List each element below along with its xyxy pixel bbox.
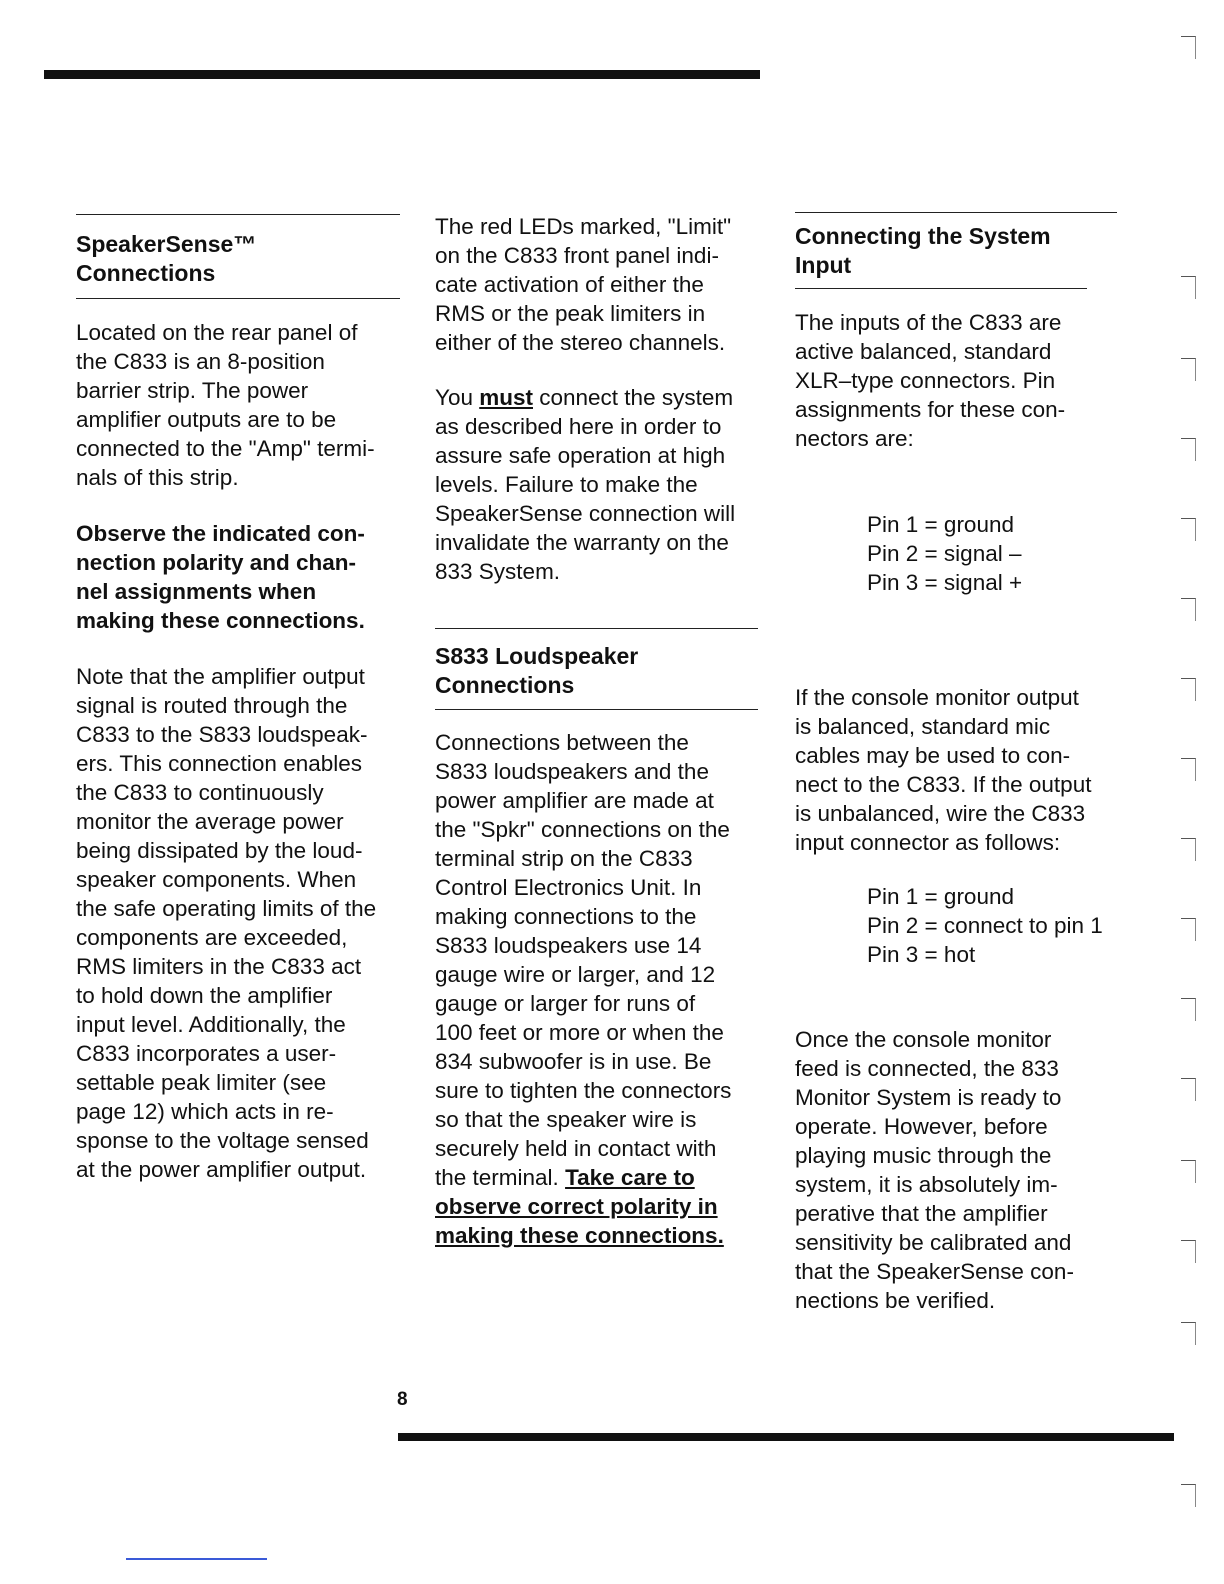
scan-edge-mark bbox=[1181, 1484, 1196, 1507]
col3-paragraph-1 bbox=[795, 308, 1125, 453]
scan-edge-mark bbox=[1181, 358, 1196, 381]
text-line: operate. However, before bbox=[795, 1114, 1048, 1139]
text-line: invalidate the warranty on the bbox=[435, 530, 729, 555]
text-line: active balanced, standard bbox=[795, 339, 1052, 364]
text-line: either of the stereo channels. bbox=[435, 330, 726, 355]
text-line: the "Spkr" connections on the bbox=[435, 817, 730, 842]
text-run: connect the system bbox=[533, 385, 734, 410]
text-line: nals of this strip. bbox=[76, 465, 239, 490]
text-line: sensitivity be calibrated and bbox=[795, 1230, 1072, 1255]
text-line: being dissipated by the loud- bbox=[76, 838, 363, 863]
text-line: system, it is absolutely im- bbox=[795, 1172, 1058, 1197]
pin-assignment-list-unbalanced bbox=[867, 882, 1103, 969]
text-line: S833 loudspeakers use 14 bbox=[435, 933, 702, 958]
text-line: XLR–type connectors. Pin bbox=[795, 368, 1056, 393]
text-line: making these connections. bbox=[435, 1223, 724, 1248]
text-line bbox=[435, 383, 770, 412]
text-line: the C833 is an 8-position bbox=[76, 349, 325, 374]
text-line: to hold down the amplifier bbox=[76, 983, 333, 1008]
text-line: The inputs of the C833 are bbox=[795, 310, 1062, 335]
col2-paragraph-2 bbox=[435, 383, 770, 586]
col3-heading-top-rule bbox=[795, 212, 1117, 213]
text-line: the safe operating limits of the bbox=[76, 896, 377, 921]
scan-edge-mark bbox=[1181, 1160, 1196, 1183]
col3-paragraph-2 bbox=[795, 683, 1125, 857]
scan-edge-mark bbox=[1181, 1322, 1196, 1345]
text-line: monitor the average power bbox=[76, 809, 344, 834]
col2-heading-top-rule bbox=[435, 628, 758, 629]
scan-edge-mark bbox=[1181, 838, 1196, 861]
text-line: input connector as follows: bbox=[795, 830, 1061, 855]
text-line: C833 to the S833 loudspeak- bbox=[76, 722, 368, 747]
pin-assignment: Pin 1 = ground bbox=[867, 512, 1014, 537]
col3-heading-line1: Connecting the System bbox=[795, 223, 1051, 249]
col2-heading-bottom-rule bbox=[435, 709, 758, 710]
col1-warning-paragraph bbox=[76, 519, 406, 635]
text-line: at the power amplifier output. bbox=[76, 1157, 367, 1182]
text-line: that the SpeakerSense con- bbox=[795, 1259, 1074, 1284]
text-line: so that the speaker wire is bbox=[435, 1107, 697, 1132]
text-line: gauge or larger for runs of bbox=[435, 991, 696, 1016]
text-run: You bbox=[435, 385, 480, 410]
scan-edge-mark bbox=[1181, 998, 1196, 1021]
text-line: nectors are: bbox=[795, 426, 914, 451]
text-line: RMS limiters in the C833 act bbox=[76, 954, 362, 979]
scan-edge-mark bbox=[1181, 276, 1196, 299]
text-line: page 12) which acts in re- bbox=[76, 1099, 334, 1124]
text-line: speaker components. When bbox=[76, 867, 357, 892]
text-line: If the console monitor output bbox=[795, 685, 1079, 710]
col1-heading-top-rule bbox=[76, 214, 400, 215]
pin-assignment: Pin 3 = signal + bbox=[867, 570, 1023, 595]
text-line: RMS or the peak limiters in bbox=[435, 301, 706, 326]
text-line: barrier strip. The power bbox=[76, 378, 309, 403]
text-line: SpeakerSense connection will bbox=[435, 501, 736, 526]
col2-heading-line2: Connections bbox=[435, 672, 575, 698]
text-line: is unbalanced, wire the C833 bbox=[795, 801, 1086, 826]
text-line: Monitor System is ready to bbox=[795, 1085, 1062, 1110]
text-line: 833 System. bbox=[435, 559, 561, 584]
text-line: components are exceeded, bbox=[76, 925, 348, 950]
text-line: The red LEDs marked, "Limit" bbox=[435, 214, 732, 239]
col1-paragraph-3 bbox=[76, 662, 406, 1184]
scan-edge-mark bbox=[1181, 36, 1196, 59]
text-line: Once the console monitor bbox=[795, 1027, 1052, 1052]
text-line: securely held in contact with bbox=[435, 1136, 717, 1161]
text-line: nect to the C833. If the output bbox=[795, 772, 1092, 797]
text-line: power amplifier are made at bbox=[435, 788, 714, 813]
text-line: cate activation of either the bbox=[435, 272, 704, 297]
text-line: cables may be used to con- bbox=[795, 743, 1071, 768]
text-line: observe correct polarity in bbox=[435, 1194, 718, 1219]
text-line: assignments for these con- bbox=[795, 397, 1066, 422]
text-run: the terminal. bbox=[435, 1165, 566, 1190]
text-line: sponse to the voltage sensed bbox=[76, 1128, 369, 1153]
text-line: nel assignments when bbox=[76, 579, 317, 604]
text-line: signal is routed through the bbox=[76, 693, 348, 718]
col1-paragraph-1 bbox=[76, 318, 406, 492]
scan-edge-mark bbox=[1181, 438, 1196, 461]
pin-assignment: Pin 3 = hot bbox=[867, 942, 976, 967]
text-line: Control Electronics Unit. In bbox=[435, 875, 702, 900]
text-line bbox=[435, 1163, 770, 1192]
pin-assignment-list-balanced bbox=[867, 510, 1022, 597]
text-line: connected to the "Amp" termi- bbox=[76, 436, 375, 461]
text-line: S833 loudspeakers and the bbox=[435, 759, 709, 784]
scan-edge-mark bbox=[1181, 1240, 1196, 1263]
text-line: on the C833 front panel indi- bbox=[435, 243, 719, 268]
bottom-link-underline bbox=[126, 1558, 267, 1560]
text-line: Note that the amplifier output bbox=[76, 664, 365, 689]
col3-paragraph-3 bbox=[795, 1025, 1125, 1315]
top-rule bbox=[44, 70, 760, 79]
text-line: Connections between the bbox=[435, 730, 689, 755]
scan-edge-mark bbox=[1181, 918, 1196, 941]
pin-assignment: Pin 2 = signal – bbox=[867, 541, 1022, 566]
bottom-rule bbox=[398, 1433, 1174, 1441]
col2-heading bbox=[435, 642, 770, 700]
scan-edge-mark bbox=[1181, 1078, 1196, 1101]
text-line: levels. Failure to make the bbox=[435, 472, 698, 497]
text-line: sure to tighten the connectors bbox=[435, 1078, 732, 1103]
text-line: ers. This connection enables bbox=[76, 751, 363, 776]
text-line: input level. Additionally, the bbox=[76, 1012, 346, 1037]
text-line: making these connections. bbox=[76, 608, 365, 633]
scan-edge-mark bbox=[1181, 678, 1196, 701]
text-line: C833 incorporates a user- bbox=[76, 1041, 337, 1066]
scan-edge-mark bbox=[1181, 598, 1196, 621]
emphasis-must: must bbox=[479, 385, 533, 410]
text-line: playing music through the bbox=[795, 1143, 1052, 1168]
page-number: 8 bbox=[397, 1389, 408, 1410]
text-line: Observe the indicated con- bbox=[76, 521, 365, 546]
text-line: perative that the amplifier bbox=[795, 1201, 1048, 1226]
col2-paragraph-1 bbox=[435, 212, 770, 357]
col3-heading bbox=[795, 222, 1125, 280]
col1-heading-bottom-rule bbox=[76, 298, 400, 299]
text-line: assure safe operation at high bbox=[435, 443, 726, 468]
text-line: the C833 to continuously bbox=[76, 780, 324, 805]
scan-edge-mark bbox=[1181, 758, 1196, 781]
col1-heading bbox=[76, 230, 406, 288]
emphasis-take-care: Take care to bbox=[565, 1165, 695, 1190]
scan-edge-mark bbox=[1181, 518, 1196, 541]
text-line: nection polarity and chan- bbox=[76, 550, 357, 575]
text-line: amplifier outputs are to be bbox=[76, 407, 337, 432]
col1-heading-line1: SpeakerSense™ bbox=[76, 231, 257, 257]
text-line: Located on the rear panel of bbox=[76, 320, 358, 345]
text-line: making connections to the bbox=[435, 904, 697, 929]
pin-assignment: Pin 1 = ground bbox=[867, 884, 1014, 909]
col3-heading-line2: Input bbox=[795, 252, 852, 278]
col3-heading-bottom-rule bbox=[795, 288, 1087, 289]
pin-assignment: Pin 2 = connect to pin 1 bbox=[867, 913, 1103, 938]
col2-heading-line1: S833 Loudspeaker bbox=[435, 643, 639, 669]
col1-heading-line2: Connections bbox=[76, 260, 216, 286]
text-line: gauge wire or larger, and 12 bbox=[435, 962, 716, 987]
text-line: feed is connected, the 833 bbox=[795, 1056, 1059, 1081]
col2-paragraph-3 bbox=[435, 728, 770, 1250]
text-line: terminal strip on the C833 bbox=[435, 846, 693, 871]
text-line: settable peak limiter (see bbox=[76, 1070, 327, 1095]
text-line: nections be verified. bbox=[795, 1288, 996, 1313]
text-line: 834 subwoofer is in use. Be bbox=[435, 1049, 712, 1074]
text-line: is balanced, standard mic bbox=[795, 714, 1051, 739]
text-line: as described here in order to bbox=[435, 414, 722, 439]
text-line: 100 feet or more or when the bbox=[435, 1020, 724, 1045]
